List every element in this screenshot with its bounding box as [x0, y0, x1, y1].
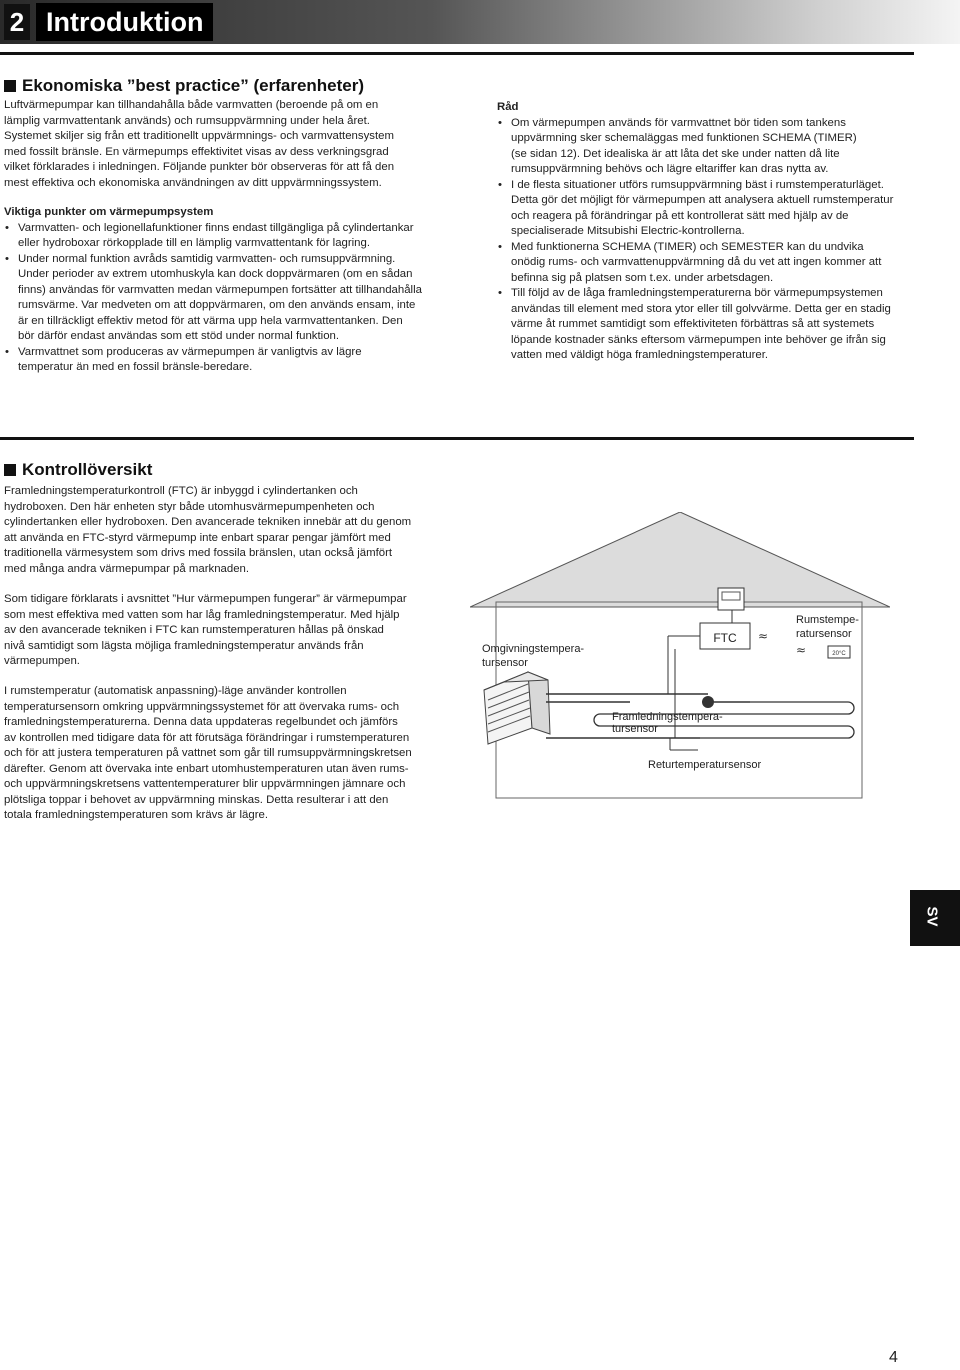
heading-square-icon	[4, 80, 16, 92]
list-item: • Under normal funktion avråds samtidig varmvatten- och rumsuppvärmning. Under perioder av extrem utomhuskyla kan dock doppvärmaren (om en sådan finns) användas för varmvatten medan värmepumpen fortsätter att tillhandahålla rumsvärme. Var medveten om att doppvärmaren, om den används ensam, inte är en tillräckligt effektiv metod för att värma upp hela varmvattentanken. Den bör därför endast användas som ett stöd under normal funktion.	[4, 252, 474, 345]
outdoor-sensor-label-2: tursensor	[482, 657, 528, 669]
page-number: 4	[889, 1349, 898, 1366]
control-paragraph-3: I rumstemperatur (automatisk anpassning)-läge använder kontrollen temperatursensorn omkring uppvärmningssystemet för att övervaka rums- och framledningstemperaturerna. Denna data uppdateras regelbundet och jämförs av kontrollen med tidigare data för att förutsäga förändringar i rumstemperaturen och för att justera temperaturen på vattnet som går till rumsuppvärmningskretsen därefter. Genom att övervaka inte enbart utomhustemperaturen utan även rums- och uppvärmningskretsens vattentemperaturer blir uppvärmningen jämnare och plötsliga toppar i behovet av uppvärmning minskas. Detta resulterar i att den totala framledningstemperaturen som krävs är lägre.	[4, 685, 412, 821]
control-overview-diagram	[470, 512, 890, 802]
wireless-icon: ≈	[796, 643, 807, 657]
language-tab: SV	[910, 890, 960, 946]
house-roof	[470, 512, 890, 607]
text-line: Luftvärmepumpar kan tillhandahålla både varmvatten (beroende på om en	[4, 99, 379, 111]
chapter-number: 2	[4, 4, 30, 40]
control-paragraph-2: Som tidigare förklarats i avsnittet ”Hur värmepumpen fungerar” är värmepumpar som mest effektiva med vatten som har låg framledningstemperatur. Med hjälp av den avancerade tekniken i FTC kan rumstemperaturen hållas på önskad nivå samtidigt som lägsta möjliga framledningstemperatur används från värmepumpen.	[4, 593, 407, 667]
text-line: lämplig varmvattentank används) och rumsuppvärmning under hela året.	[4, 114, 370, 127]
intro-paragraph	[4, 98, 474, 191]
ftc-label: FTC	[713, 631, 737, 645]
header-rule	[0, 52, 914, 55]
advice-block	[497, 100, 927, 364]
section-heading-control-overview: Kontrollöversikt	[4, 460, 152, 480]
room-sensor-label-2: ratursensor	[796, 628, 852, 640]
list-item: • I de flesta situationer utförs rumsuppvärmning bäst i rumstemperaturläget. Detta gör det möjligt för värmepumpen att analysera aktuell rumstemperatur och reagera på förändringar på ett kontrollerat sätt med hjälp av de specialiserade Mitsubishi Electric-kontrollerna.	[497, 178, 927, 240]
room-sensor-display: 20°C	[832, 651, 846, 657]
wireless-icon: ≈	[758, 629, 769, 643]
flow-sensor-label-2: tursensor	[612, 723, 658, 735]
chapter-title: Introduktion	[36, 3, 213, 41]
outdoor-sensor-label-1: Omgivningstempera-	[482, 643, 585, 655]
text-line: Systemet skiljer sig från ett traditionellt uppvärmnings- och varmvattensystem	[4, 130, 394, 142]
list-item: • Varmvatten- och legionellafunktioner finns endast tillgängliga på cylindertankar eller hydroboxar rörkopplade till en lämplig varmvattentank för lagring.	[4, 221, 474, 252]
outdoor-unit-icon	[484, 672, 550, 744]
key-points-heading: Viktiga punkter om värmepumpsystem	[4, 206, 214, 218]
room-sensor-label-1: Rumstempe-	[796, 614, 859, 626]
list-item: • Om värmepumpen används för varmvattnet bör tiden som tankens uppvärmning sker schemaläggas med funktionen SCHEMA (TIMER) (se sidan 12). Det idealiska är att låta det ske under natten då lite rumsuppvärmning behövs och lägre eltariffer kan dras nytta av.	[497, 116, 927, 178]
text-line: med fossilt bränsle. En värmepumps effektivitet visas av dess verkningsgrad	[4, 145, 389, 158]
key-points-block	[4, 205, 474, 376]
list-item: • Till följd av de låga framledningstemperaturerna bör värmepumpsystemen användas till element med stora ytor eller till golvvärme. Detta ger en stadig värme åt rummet samtidigt som effektiviteten förbättras så att systemets löpande kostnader sänks eftersom värmepumpen inte behöver ge ifrån sig vatten med väldigt höga framledningstemperaturer.	[497, 286, 927, 364]
text-line: mest effektiva och ekonomiska användningen av ditt uppvärmningssystem.	[4, 176, 382, 189]
control-paragraph-1: Framledningstemperaturkontroll (FTC) är inbyggd i cylindertanken och hydroboxen. Den här enheten styr både utomhusvärmepumpenheten och cylindertanken eller hydroboxen. Den avancerade tekniken innebär att du genom att använda en FTC-styrd värmepump inte enbart sparar pengar jämfört med traditionella värmesystem som drivs med fossila bränslen, utan också jämfört med många andra värmepumpar på marknaden.	[4, 485, 412, 575]
list-item: • Varmvattnet som produceras av värmepumpen är vanligtvis av lägre temperatur än med en fossil bränsle-beredare.	[4, 345, 474, 376]
return-sensor-label: Returtemperatursensor	[648, 759, 762, 771]
flow-sensor-label-1: Framledningstempera-	[612, 711, 723, 723]
section-heading-best-practice: Ekonomiska ”best practice” (erfarenheter)	[4, 76, 364, 96]
page-header	[0, 0, 960, 44]
section-rule	[0, 437, 914, 440]
text-line: vilket förklarades i inledningen. Följande punkter bör observeras för att få den	[4, 161, 395, 173]
list-item: • Med funktionerna SCHEMA (TIMER) och SEMESTER kan du undvika onödig rums- och varmvattenuppvärmning då du vet att ingen kommer att befinna sig på platsen som t.ex. under arbetsdagen.	[497, 240, 927, 287]
heading-square-icon	[4, 464, 16, 476]
advice-heading: Råd	[497, 101, 519, 113]
pump-icon	[702, 696, 714, 708]
